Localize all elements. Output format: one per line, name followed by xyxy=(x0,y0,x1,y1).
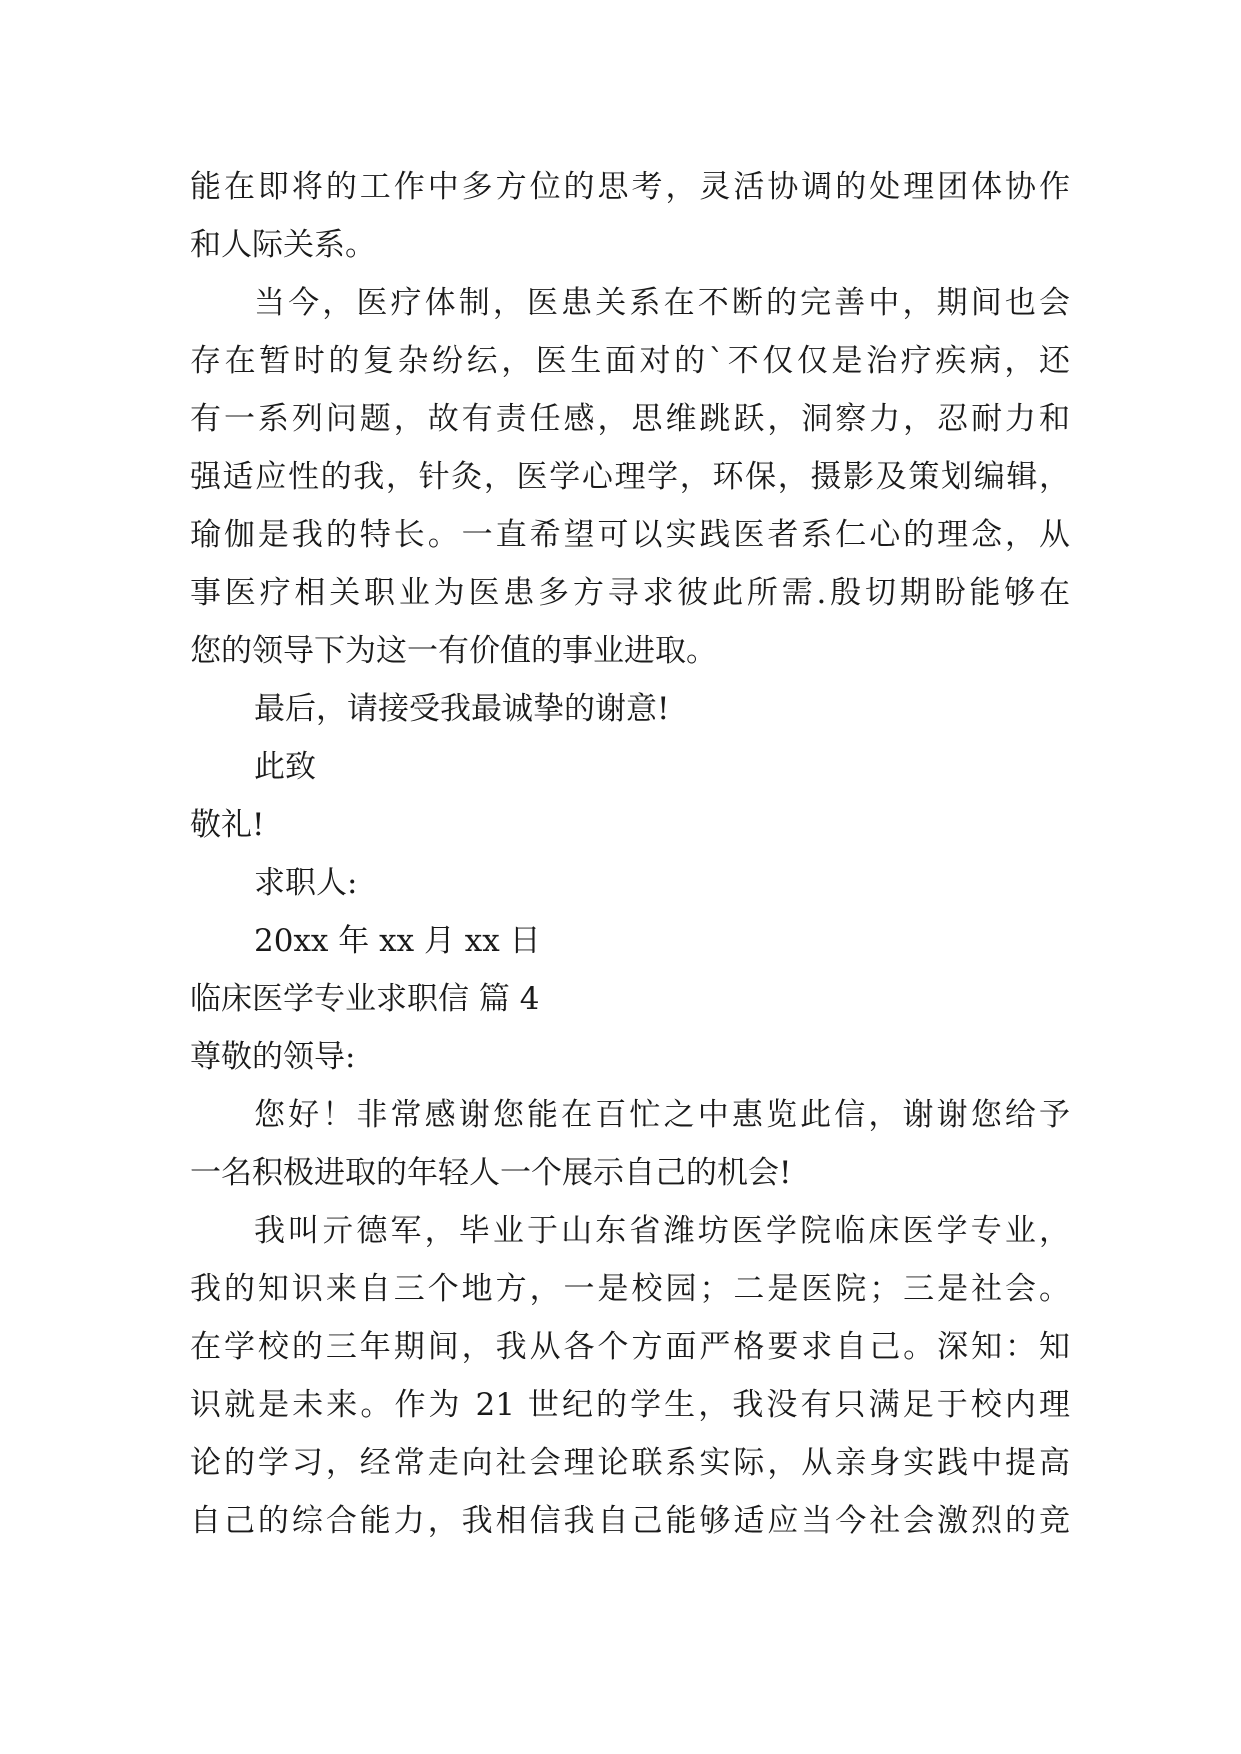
text-line: 自己的综合能力，我相信我自己能够适应当今社会激烈的竞 xyxy=(190,1503,1070,1539)
text-line: 瑜伽是我的特长。一直希望可以实践医者系仁心的理念，从 xyxy=(190,517,1070,553)
text-line: 最后，请接受我最诚挚的谢意! xyxy=(254,691,670,727)
text-line: 强适应性的我，针灸，医学心理学，环保，摄影及策划编辑， xyxy=(190,459,1070,495)
text-line: 此致 xyxy=(254,749,316,785)
text-line: 求职人: xyxy=(254,865,358,901)
text-line: 当今，医疗体制，医患关系在不断的完善中，期间也会 xyxy=(254,285,1070,321)
text-line: 有一系列问题，故有责任感，思维跳跃，洞察力，忍耐力和 xyxy=(190,401,1070,437)
text-line: 20xx 年 xx 月 xx 日 xyxy=(254,923,541,959)
text-line: 您好！非常感谢您能在百忙之中惠览此信，谢谢您给予 xyxy=(254,1097,1070,1133)
text-line: 识就是未来。作为 21 世纪的学生，我没有只满足于校内理 xyxy=(190,1387,1070,1423)
text-line: 临床医学专业求职信 篇 4 xyxy=(190,981,540,1017)
text-line: 在学校的三年期间，我从各个方面严格要求自己。深知：知 xyxy=(190,1329,1070,1365)
document-body xyxy=(190,158,1070,1550)
text-line: 事医疗相关职业为医患多方寻求彼此所需.殷切期盼能够在 xyxy=(190,575,1070,611)
text-line: 论的学习，经常走向社会理论联系实际，从亲身实践中提高 xyxy=(190,1445,1070,1481)
text-line: 您的领导下为这一有价值的事业进取。 xyxy=(190,633,717,669)
text-line: 一名积极进取的年轻人一个展示自己的机会! xyxy=(190,1155,792,1191)
text-line: 我的知识来自三个地方，一是校园；二是医院；三是社会。 xyxy=(190,1271,1070,1307)
text-line: 尊敬的领导: xyxy=(190,1039,356,1075)
text-line: 和人际关系。 xyxy=(190,227,376,263)
text-line: 能在即将的工作中多方位的思考，灵活协调的处理团体协作 xyxy=(190,169,1070,205)
text-line: 我叫亓德军，毕业于山东省潍坊医学院临床医学专业， xyxy=(254,1213,1070,1249)
text-line: 存在暂时的复杂纷纭，医生面对的`不仅仅是治疗疾病，还 xyxy=(190,343,1070,379)
text-line: 敬礼! xyxy=(190,807,265,843)
